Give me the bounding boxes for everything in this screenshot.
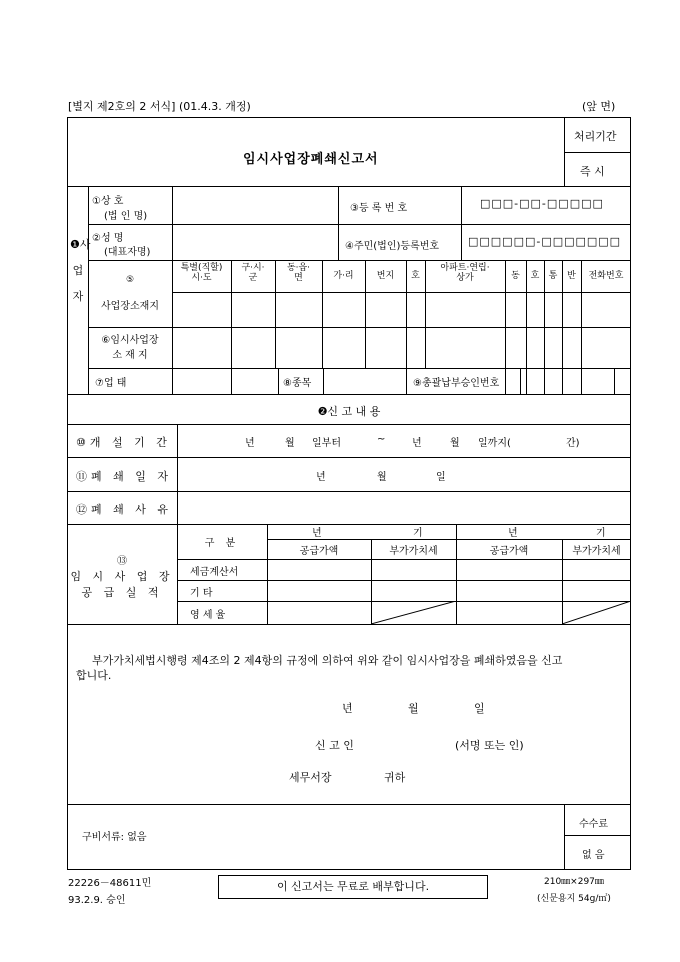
form-number: [별지 제2호의 2 서식] (01.4.3. 개정) (68, 100, 251, 113)
fee-label: 수수료 (579, 819, 608, 830)
col-bunji: 번지 (376, 271, 395, 281)
report-section-title: ❷신 고 내 용 (317, 405, 381, 418)
supply-half2: 기 (596, 528, 606, 539)
supply-amount-2: 공급가액 (489, 546, 529, 557)
supply-row-tax-invoice: 세금계산서 (190, 567, 239, 578)
trade-name-label: ①상 호 (92, 196, 124, 207)
col-sido: 특별(직할) 시·도 (180, 263, 223, 283)
trade-name-sub: (법 인 명) (104, 211, 148, 222)
business-side-label: ❶사 업 자 (70, 238, 91, 303)
paper-size: 210㎜×297㎜ (544, 877, 604, 887)
approval-date: 93.2.9. 승인 (68, 895, 126, 906)
processing-label: 처리기간 (574, 130, 617, 143)
zero-rate-diagonal-1 (371, 601, 456, 624)
reporter-label: 신 고 인 (315, 739, 354, 752)
declaration-text-2: 합니다. (76, 669, 112, 682)
fee-value: 없 음 (582, 850, 605, 861)
resident-no-field[interactable]: □□□□□□-□□□□□□□ (468, 235, 622, 248)
vat-1: 부가가치세 (389, 546, 438, 557)
name-label: ②성 명 (92, 233, 124, 244)
registration-no-field[interactable]: □□□-□□-□□□□□ (480, 197, 604, 210)
zero-rate-diagonal-2 (562, 601, 631, 624)
col-gu: 구·시· 군 (241, 263, 265, 283)
supply-label-2: 공 급 실 적 (81, 586, 163, 599)
supply-year2: 년 (508, 528, 518, 539)
col-ri: 가·리 (333, 271, 354, 281)
item-label: ⑧종목 (283, 378, 312, 389)
col-building: 동 (511, 271, 520, 281)
col-apartment: 아파트·연립· 상가 (440, 263, 490, 283)
address-label: 사업장소재지 (101, 301, 159, 312)
supply-label-1: 임 시 사 업 장 (70, 570, 174, 583)
col-unit: 호 (530, 271, 540, 281)
signature-label[interactable]: (서명 또는 인) (455, 739, 524, 752)
vat-2: 부가가치세 (572, 546, 621, 557)
col-tong: 통 (548, 271, 558, 281)
honorific-label: 귀하 (384, 771, 406, 784)
period-label: ⑩개 설 기 간 (76, 436, 171, 449)
supply-row-other: 기 타 (190, 588, 213, 599)
attachments-label: 구비서류: 없음 (82, 832, 147, 843)
form-code: 22226－48611민 (68, 878, 152, 889)
tax-office-label: 세무서장 (289, 771, 332, 784)
resident-no-label: ④주민(법인)등록번호 (345, 241, 440, 252)
processing-value: 즉 시 (580, 165, 605, 178)
business-type-label: ⑦업 태 (95, 378, 127, 389)
supply-year1: 년 (312, 528, 322, 539)
page-side: (앞 면) (582, 100, 616, 113)
supply-amount-1: 공급가액 (299, 546, 339, 557)
col-phone: 전화번호 (588, 271, 624, 281)
supply-number: ⑬ (117, 556, 127, 567)
address-number: ⑤ (125, 275, 135, 285)
temp-address-label: ⑥임시사업장 (101, 335, 159, 346)
declaration-text: 부가가치세법시행령 제4조의 2 제4항의 규정에 의하여 위와 같이 임시사업장을 폐쇄하였음을 신고 (92, 654, 563, 667)
free-distribution-note: 이 신고서는 무료로 배부합니다. (218, 875, 488, 899)
col-dong: 동·읍· 면 (286, 263, 311, 283)
supply-category-header: 구 분 (204, 538, 240, 549)
closing-date-label: ⑪폐 쇄 일 자 (76, 470, 172, 483)
name-sub: (대표자명) (104, 247, 151, 258)
supply-half1: 기 (413, 528, 423, 539)
paper-type: (신문용지 54g/㎡) (537, 894, 611, 904)
registration-no-label: ③등 록 번 호 (350, 203, 408, 214)
approval-label: ⑨총괄납부승인번호 (413, 378, 500, 389)
supply-row-zero-rate: 영 세 율 (190, 610, 226, 621)
col-ban: 반 (567, 271, 576, 281)
closing-reason-label: ⑫폐 쇄 사 유 (76, 503, 172, 516)
form-title: 임시사업장폐쇄신고서 (243, 152, 379, 167)
col-ho: 호 (411, 271, 420, 281)
temp-address-sub: 소 재 지 (112, 350, 148, 361)
form-frame (67, 117, 631, 870)
